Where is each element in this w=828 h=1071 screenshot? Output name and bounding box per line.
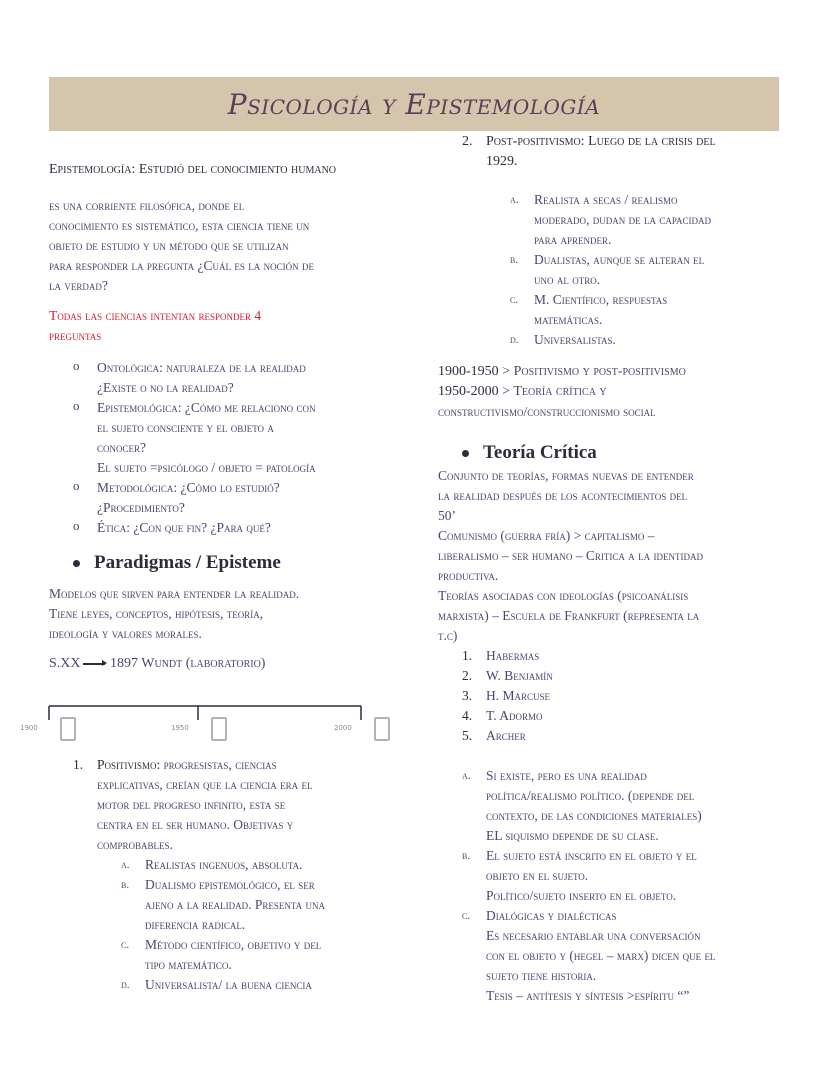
- critical-theory-title: Teoría Crítica: [483, 442, 597, 463]
- intro-line: objeto de estudio y un método que se utilizan: [49, 238, 289, 253]
- period-continuation: constructivismo/construccionismo social: [438, 404, 656, 419]
- bullet-icon: [73, 560, 80, 567]
- list-letter: b.: [121, 879, 130, 891]
- paradigms-line: Modelos que sirven para entender la realidad.: [49, 586, 300, 601]
- list-item-text: con el objeto y (hegel – marx) dicen que el: [486, 948, 716, 963]
- list-item: 1. Habermas: [462, 648, 540, 663]
- list-item-text: o Epistemológica: ¿Cómo me relaciono con: [97, 400, 316, 415]
- list-item-text: política/realismo político. (depende del: [486, 788, 695, 803]
- timeline-label: 2000: [334, 724, 352, 732]
- list-item-text: Político/sujeto inserto en el objeto.: [486, 888, 677, 903]
- timeline-label: 1950: [171, 724, 189, 732]
- critical-line: la realidad después de los acontecimientos del: [438, 488, 688, 503]
- list-item-text: Realista a secas / realismo: [534, 192, 678, 207]
- intro-line: para responder la pregunta ¿Cuál es la noción de: [49, 258, 314, 273]
- paradigms-heading: [49, 552, 394, 574]
- list-item-text: objeto en el sujeto.: [486, 868, 589, 883]
- author-name: Archer: [486, 728, 526, 743]
- list-letter: a.: [462, 770, 471, 782]
- intro-line: conocimiento es sistemático, esta ciencia tiene un: [49, 218, 310, 233]
- critical-line: 50’: [438, 508, 456, 523]
- list-item-text: EL siquismo depende de su clase.: [486, 828, 659, 843]
- list-item-text: Universalista/ la buena ciencia: [145, 977, 312, 992]
- list-item-text: para aprender.: [534, 232, 612, 247]
- red-note-line: preguntas: [49, 328, 102, 343]
- list-item: [49, 398, 394, 478]
- list-item-text: Si existe, pero es una realidad: [486, 768, 647, 783]
- list-item: [438, 290, 788, 330]
- critical-line: t.c): [438, 628, 458, 643]
- period-line: [438, 382, 788, 402]
- list-item-text: o Ética: ¿Con que fin? ¿Para qué?: [97, 520, 271, 535]
- postpositivism-line: 1929.: [486, 154, 518, 169]
- list-item-text: Dualismo epistemológico, el ser: [145, 877, 315, 892]
- list-item-text: diferencia radical.: [145, 917, 246, 932]
- list-letter: a.: [121, 859, 130, 871]
- critical-line: liberalismo – ser humano – Critica a la identidad: [438, 548, 703, 563]
- list-item-text: conocer?: [97, 440, 146, 455]
- list-item: [49, 518, 394, 538]
- list-letter: c.: [121, 939, 130, 951]
- period-years: 1950-2000: [438, 384, 499, 399]
- paradigms-title: Paradigmas / Episteme: [94, 552, 281, 573]
- list-item-text: ¿Procedimiento?: [97, 500, 185, 515]
- list-item-text: moderado, dudan de la capacidad: [534, 212, 712, 227]
- list-item: 5. Archer: [462, 728, 526, 743]
- positivism-line: comprobables.: [97, 837, 173, 852]
- list-letter: d.: [121, 979, 130, 991]
- list-letter: b.: [462, 850, 471, 862]
- list-item-text: tipo matemático.: [145, 957, 232, 972]
- positivism-item: [49, 755, 394, 855]
- list-item-text: Dualistas, aunque se alteran el: [534, 252, 705, 267]
- list-item: [49, 358, 394, 398]
- list-item: 4. T. Adormo: [462, 708, 543, 723]
- critical-theory-heading: [438, 442, 788, 464]
- period-text: > Positivismo y post-positivismo: [498, 364, 686, 379]
- list-number: 1.: [73, 757, 84, 772]
- list-item: [49, 855, 394, 875]
- intro-line: la verdad?: [49, 278, 108, 293]
- list-item: [438, 250, 788, 290]
- list-letter: d.: [510, 334, 519, 346]
- title-banner: [49, 77, 779, 131]
- list-item: [49, 478, 394, 518]
- list-item-text: Dialógicas y dialécticas: [486, 908, 617, 923]
- answers-list: [438, 766, 788, 1006]
- sxx-label: S.XX: [49, 656, 81, 671]
- authors-list: [438, 646, 788, 746]
- list-item-text: El sujeto =psicólogo / objeto = patología: [97, 460, 316, 475]
- list-item-text: El sujeto está inscrito en el objeto y el: [486, 848, 697, 863]
- critical-line: Conjunto de teorías, formas nuevas de entender: [438, 468, 694, 483]
- periods-block: [438, 362, 788, 422]
- right-column: [438, 132, 788, 1006]
- positivism-line: explicativas, creían que la ciencia era el: [97, 777, 313, 792]
- list-item-text: Método científico, objetivo y del: [145, 937, 322, 952]
- author-name: H. Marcuse: [486, 688, 551, 703]
- paradigms-line: ideología y valores morales.: [49, 626, 202, 641]
- list-item-text: ajeno a la realidad. Presenta una: [145, 897, 326, 912]
- period-text: > Teoría crítica y: [498, 384, 607, 399]
- critical-line: marxista) – Escuela de Frankfurt (representa la: [438, 608, 700, 623]
- postpositivism-item: [438, 132, 788, 172]
- critical-line: Comunismo (guerra fría) > capitalismo –: [438, 528, 655, 543]
- list-item-text: o Ontológica: naturaleza de la realidad: [97, 360, 306, 375]
- list-item-text: M. Científico, respuestas: [534, 292, 668, 307]
- author-name: Habermas: [486, 648, 540, 663]
- sxx-line: [49, 654, 394, 674]
- sxx-text: 1897 Wundt (laboratorio): [110, 656, 266, 671]
- list-item: [438, 906, 788, 1006]
- timeline-diagram: [18, 700, 398, 744]
- positivism-title: Positivismo:: [97, 757, 161, 772]
- positivism-line: progresistas, ciencias: [160, 757, 277, 772]
- red-note-line: Todas las ciencias intentan responder 4: [49, 308, 262, 323]
- author-name: T. Adormo: [486, 708, 543, 723]
- postpositivism-line: Post-positivismo: Luego de la crisis del: [486, 134, 716, 149]
- paradigms-line: Tiene leyes, conceptos, hipótesis, teoría,: [49, 606, 264, 621]
- critical-line: Teorías asociadas con ideologías (psicoanálisis: [438, 588, 689, 603]
- intro-line: es una corriente filosófica, donde el: [49, 198, 245, 213]
- list-item-text: matemáticas.: [534, 312, 603, 327]
- list-letter: b.: [510, 254, 519, 266]
- list-item: [49, 975, 394, 995]
- red-note: [49, 306, 394, 346]
- list-item-text: uno al otro.: [534, 272, 601, 287]
- list-item-text: Es necesario entablar una conversación: [486, 928, 701, 943]
- period-line: [438, 362, 788, 382]
- intro-paragraph: [49, 196, 394, 296]
- list-item: [49, 935, 394, 975]
- timeline-label: 1900: [20, 724, 38, 732]
- list-item-text: Universalistas.: [534, 332, 616, 347]
- left-column: [49, 160, 394, 674]
- postpositivism-list: [438, 190, 788, 350]
- arrow-icon: [83, 663, 105, 665]
- list-letter: a.: [510, 194, 519, 206]
- list-item: [438, 190, 788, 250]
- positivism-block: [49, 755, 394, 995]
- list-item-text: ¿Existe o no la realidad?: [97, 380, 234, 395]
- positivism-line: centra en el ser humano. Objetivas y: [97, 817, 294, 832]
- list-item-text: Realistas ingenuos, absoluta.: [145, 857, 303, 872]
- list-item-text: o Metodológica: ¿Cómo lo estudió?: [97, 480, 280, 495]
- list-letter: c.: [462, 910, 471, 922]
- list-item-text: Tesis – antítesis y síntesis >espíritu “”: [486, 988, 690, 1003]
- section-heading-epistemology: Epistemología: Estudió del conocimiento humano: [49, 162, 337, 177]
- list-number: 2.: [462, 134, 473, 149]
- bullet-icon: [462, 450, 469, 457]
- paradigms-paragraph: [49, 584, 394, 644]
- list-item: [438, 330, 788, 350]
- page-title: Psicología y Epistemología: [227, 87, 601, 121]
- list-item-text: contexto, de las condiciones materiales): [486, 808, 702, 823]
- list-item: [49, 875, 394, 935]
- critical-line: productiva.: [438, 568, 499, 583]
- list-item: 2. W. Benjamín: [462, 668, 553, 683]
- list-item: [438, 766, 788, 846]
- questions-list: [49, 358, 394, 538]
- list-letter: c.: [510, 294, 519, 306]
- list-item: [438, 846, 788, 906]
- positivism-line: motor del progreso infinito, esta se: [97, 797, 286, 812]
- author-name: W. Benjamín: [486, 668, 553, 683]
- period-years: 1900-1950: [438, 364, 499, 379]
- critical-theory-paragraph: [438, 466, 788, 646]
- list-item: 3. H. Marcuse: [462, 688, 551, 703]
- timeline-graphic: [18, 700, 398, 744]
- list-item-text: el sujeto consciente y el objeto a: [97, 420, 274, 435]
- list-item-text: sujeto tiene historia.: [486, 968, 597, 983]
